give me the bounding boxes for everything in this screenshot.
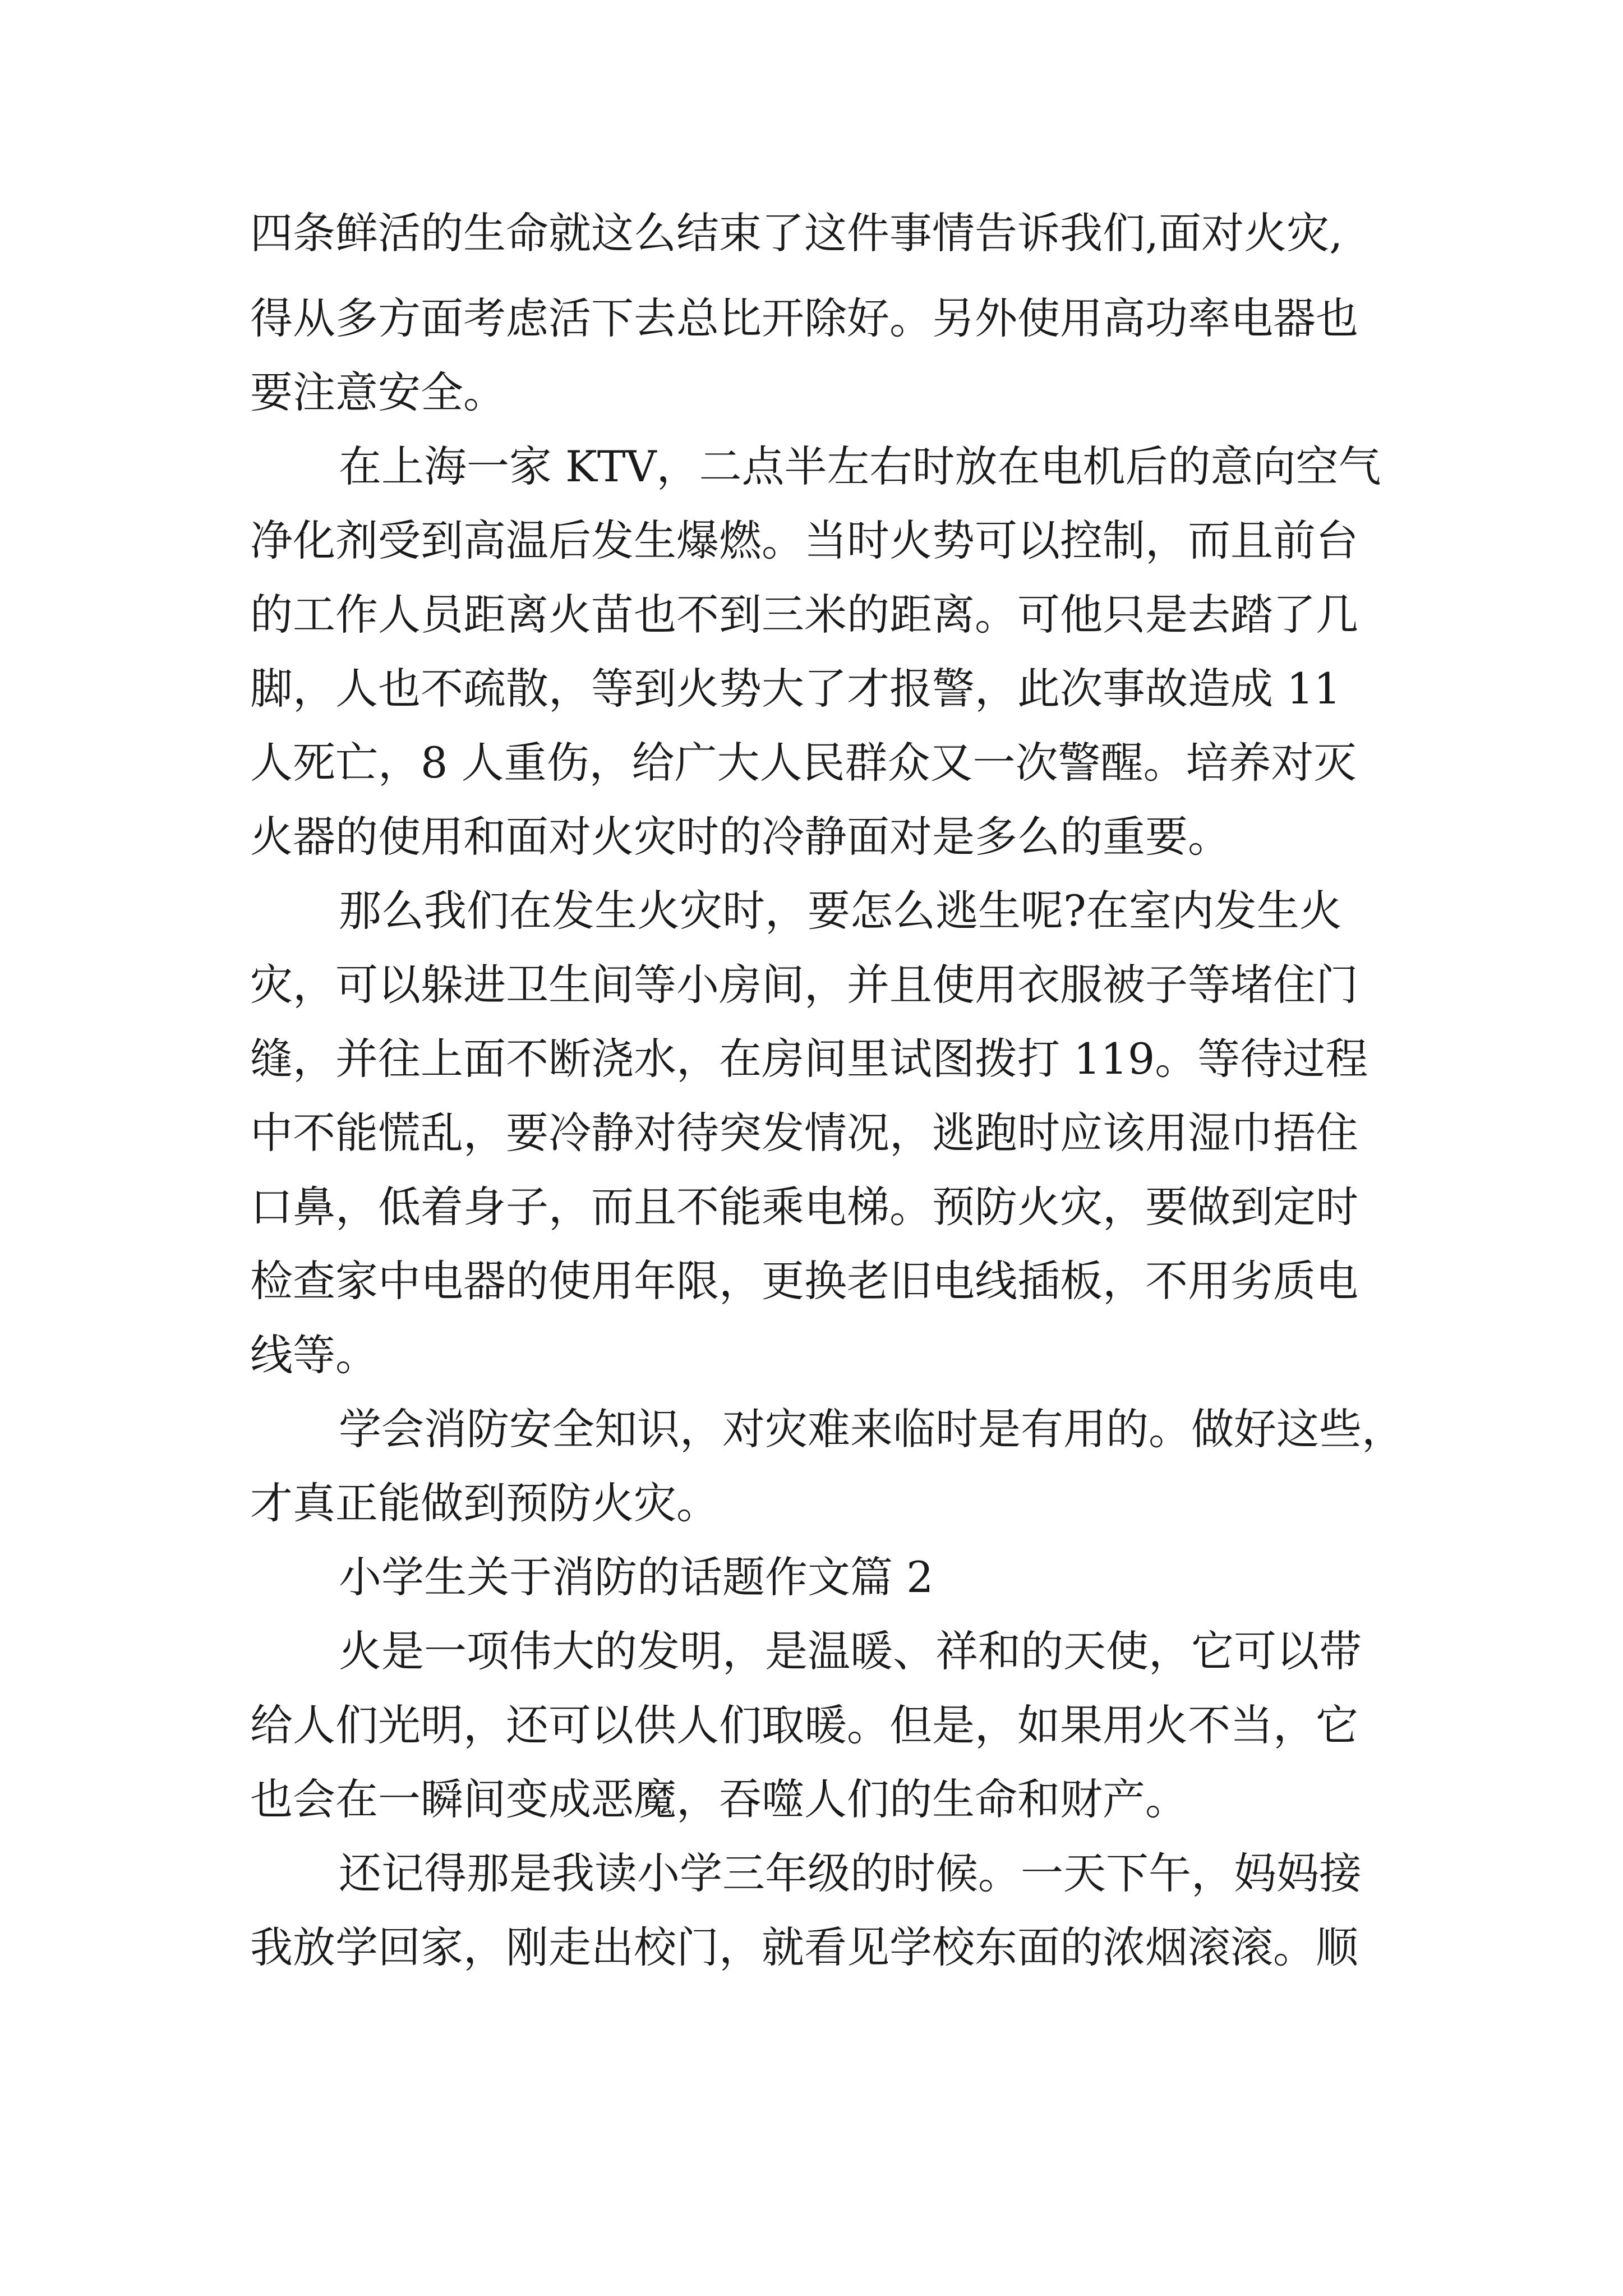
text-line-12: 缝，并往上面不断浇水，在房间里试图拨打 119。等待过程 xyxy=(250,1034,1368,1084)
text-line-11: 灾，可以躲进卫生间等小房间，并且使用衣服被子等堵住门 xyxy=(250,960,1358,1010)
text-line-3: 要注意安全。 xyxy=(250,367,506,417)
text-line-4: 在上海一家 KTV，二点半左右时放在电机后的意向空气 xyxy=(339,441,1381,491)
text-line-10: 那么我们在发生火灾时，要怎么逃生呢?在室内发生火 xyxy=(339,886,1342,936)
section-heading: 小学生关于消防的话题作文篇 2 xyxy=(339,1552,934,1602)
text-line-6: 的工作人员距离火苗也不到三米的距离。可他只是去踏了几 xyxy=(250,590,1358,639)
text-line-17: 学会消防安全知识，对灾难来临时是有用的。做好这些， xyxy=(339,1404,1404,1454)
text-line-23: 还记得那是我读小学三年级的时候。一天下午，妈妈接 xyxy=(339,1848,1362,1898)
text-line-14: 口鼻，低着身子，而且不能乘电梯。预防火灾，要做到定时 xyxy=(250,1182,1358,1232)
text-line-21: 给人们光明，还可以供人们取暖。但是，如果用火不当，它 xyxy=(250,1700,1358,1750)
text-line-2: 得从多方面考虑活下去总比开除好。另外使用高功率电器也 xyxy=(250,293,1358,343)
text-line-13: 中不能慌乱，要冷静对待突发情况，逃跑时应该用湿巾捂住 xyxy=(250,1108,1358,1158)
text-line-5: 净化剂受到高温后发生爆燃。当时火势可以控制，而且前台 xyxy=(250,516,1358,565)
text-line-24: 我放学回家，刚走出校门，就看见学校东面的浓烟滚滚。顺 xyxy=(250,1922,1358,1972)
text-line-18: 才真正能做到预防火灾。 xyxy=(250,1478,719,1528)
text-line-15: 检查家中电器的使用年限，更换老旧电线插板，不用劣质电 xyxy=(250,1256,1358,1306)
text-line-8: 人死亡，8 人重伤，给广大人民群众又一次警醒。培养对灭 xyxy=(250,738,1357,788)
text-line-16: 线等。 xyxy=(250,1330,378,1380)
text-line-9: 火器的使用和面对火灾时的冷静面对是多么的重要。 xyxy=(250,812,1230,862)
text-line-20: 火是一项伟大的发明，是温暖、祥和的天使，它可以带 xyxy=(339,1626,1362,1676)
text-line-22: 也会在一瞬间变成恶魔，吞噬人们的生命和财产。 xyxy=(250,1774,1188,1824)
text-line-1: 四条鲜活的生命就这么结束了这件事情告诉我们,面对火灾, xyxy=(250,208,1343,258)
text-line-7: 脚，人也不疏散，等到火势大了才报警，此次事故造成 11 xyxy=(250,664,1341,714)
